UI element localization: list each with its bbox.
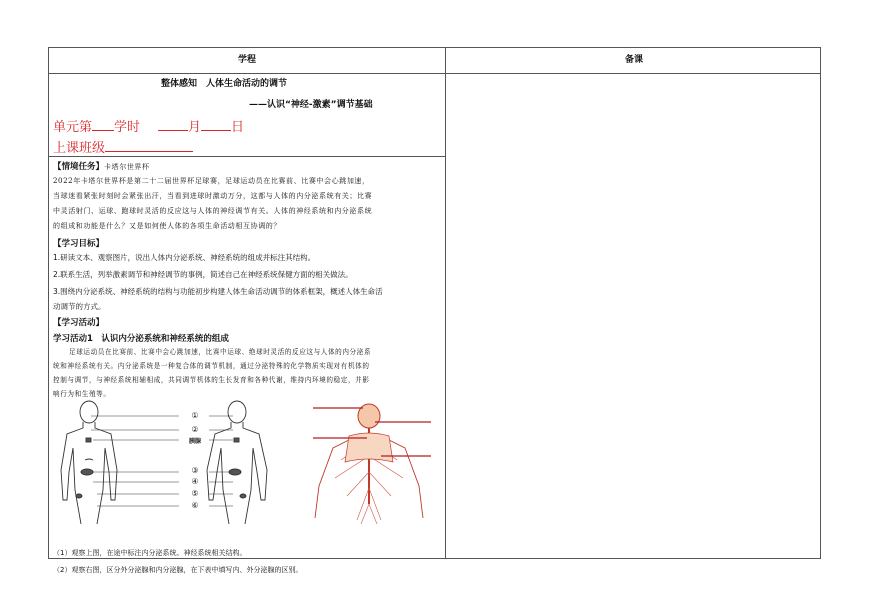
activity-para-3: 控制与调节，与神经系统相辅相成，共同调节机体的生长发育和各种代谢，维持内环境的稳定，并影 [53, 376, 370, 384]
sub-title: ——认识“神经-激素”调节基础 [249, 100, 373, 110]
month-label: 月 [188, 120, 202, 135]
situation-heading: 【情境任务】卡塔尔世界杯 [53, 162, 150, 172]
header-row [49, 48, 820, 74]
task-1: （1）观察上图，在途中标注内分泌系统、神经系统相关结构。 [53, 549, 247, 557]
situation-line-4: 的组成和功能是什么？又是如何使人体的各项生命活动相互协调的？ [53, 222, 281, 230]
male-body-outline [61, 401, 117, 524]
unit-label: 单元第 [53, 120, 93, 135]
unit-blank[interactable] [92, 119, 114, 131]
goal-3-cont: 动调节的方式。 [53, 302, 106, 311]
nervous-system-figure [313, 404, 431, 524]
situation-line-1: 2022年卡塔尔世界杯是第二十二届世界杯足球赛，足球运动员在比赛前、比赛中会心跳加速， [53, 177, 370, 185]
day-blank[interactable] [201, 119, 231, 131]
situation-line-3: 中灵活射门、运球、跑球时灵活的反应这与人体的神经调节有关。人体的神经系统和内分泌系统 [53, 207, 373, 215]
label-3: ③ [191, 466, 199, 475]
label-pancreas: 胰腺 [188, 438, 201, 445]
class-label: 上课班级 [53, 141, 106, 156]
goal-3: 3.围绕内分泌系统、神经系统的结构与功能初步构建人体生命活动调节的体系框架，概述人体生命活 [53, 287, 383, 296]
female-body-outline [207, 401, 267, 524]
goal-1: 1.研读文本、观察图片，说出人体内分泌系统、神经系统的组成并标注其结构。 [53, 253, 316, 262]
section-divider [49, 156, 445, 157]
period-label: 学时 [114, 120, 141, 135]
label-leader-lines [91, 416, 233, 506]
situation-line-2: 当球迷看紧张时刻时会紧张出汗，当看到进球时激动万分，这都与人体的内分泌系统有关；比赛 [53, 192, 373, 200]
header-study: 学程 [237, 55, 256, 65]
goals-heading: 【学习目标】 [53, 239, 105, 249]
lesson-sheet [48, 47, 821, 574]
label-5: ⑤ [191, 489, 199, 498]
activity-heading: 【学习活动】 [53, 318, 105, 328]
month-blank[interactable] [158, 119, 188, 131]
activity-para-4: 响行为和生殖等。 [53, 390, 111, 398]
label-6: ⑥ [191, 501, 199, 510]
label-2: ② [191, 425, 199, 434]
goal-2: 2.联系生活，列举激素调节和神经调节的事例，简述自己在神经系统保健方面的相关做法。 [53, 270, 353, 279]
day-label: 日 [231, 120, 245, 135]
label-1: ① [191, 411, 199, 420]
header-prep: 备课 [624, 55, 643, 65]
class-blank[interactable] [105, 140, 193, 152]
class-line [53, 137, 193, 156]
anatomy-figure [57, 400, 447, 524]
label-4: ④ [191, 477, 199, 486]
study-column [49, 74, 445, 574]
activity-1-title: 学习活动1 认识内分泌系统和神经系统的组成 [53, 334, 229, 344]
task-2: （2）观察右图，区分外分泌腺和内分泌腺，在下表中填写内、外分泌腺的区别。 [53, 566, 303, 574]
main-title: 整体感知 人体生命活动的调节 [161, 79, 288, 89]
activity-para-2: 统和神经系统有关。内分泌系统是一种复合体的调节机制，通过分泌特殊的化学物质实现对有机体的 [53, 362, 370, 370]
unit-line [53, 116, 244, 135]
activity-para-1: 足球运动员在比赛前、比赛中会心跳加速，比赛中运球、绝球时灵活的反应这与人体的内分泌系 [69, 348, 372, 356]
